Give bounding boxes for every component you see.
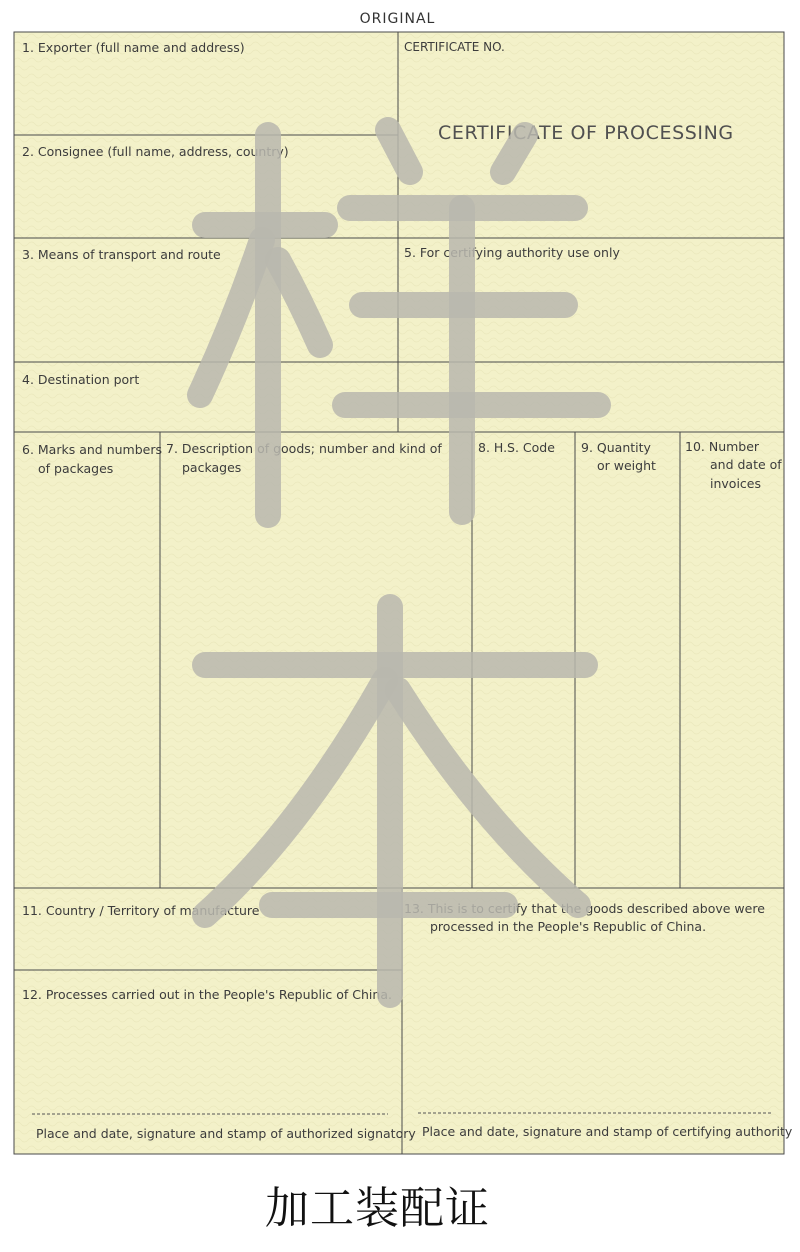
field-destination-label: 4. Destination port xyxy=(22,372,140,387)
field-marks-label-line2: of packages xyxy=(38,461,114,476)
field-quantity-label-line2: or weight xyxy=(597,458,656,473)
field-number-label-line2: and date of xyxy=(710,457,782,472)
field-authority-use-label: 5. For certifying authority use only xyxy=(404,245,620,260)
field-exporter-label: 1. Exporter (full name and address) xyxy=(22,40,245,55)
header-original: ORIGINAL xyxy=(359,11,436,27)
field-transport-label: 3. Means of transport and route xyxy=(22,247,221,262)
signature-label-right: Place and date, signature and stamp of certifying authority xyxy=(422,1124,793,1139)
certificate-no-label: CERTIFICATE NO. xyxy=(404,40,505,54)
field-certify-label-line2: processed in the People's Republic of China. xyxy=(430,919,707,934)
certificate-title: CERTIFICATE OF PROCESSING xyxy=(438,122,734,144)
field-hs-code-label: 8. H.S. Code xyxy=(478,440,555,455)
field-processes-label: 12. Processes carried out in the People's Republic of China. xyxy=(22,987,392,1002)
field-quantity-label: 9. Quantity xyxy=(581,440,651,455)
field-marks-label: 6. Marks and numbers xyxy=(22,442,162,457)
field-description-label-line2: packages xyxy=(182,460,242,475)
field-consignee-label: 2. Consignee (full name, address, country) xyxy=(22,144,289,159)
field-description-label: 7. Description of goods; number and kind of xyxy=(166,441,442,456)
field-number-label: 10. Number xyxy=(685,439,760,454)
field-country-label: 11. Country / Territory of manufacture xyxy=(22,903,260,918)
field-number-label-line3: invoices xyxy=(710,476,761,491)
field-certify-label: 13. This is to certify that the goods described above were xyxy=(404,901,765,916)
document-caption: 加工装配证 xyxy=(265,1183,490,1234)
signature-label-left: Place and date, signature and stamp of authorized signatory xyxy=(36,1126,416,1141)
